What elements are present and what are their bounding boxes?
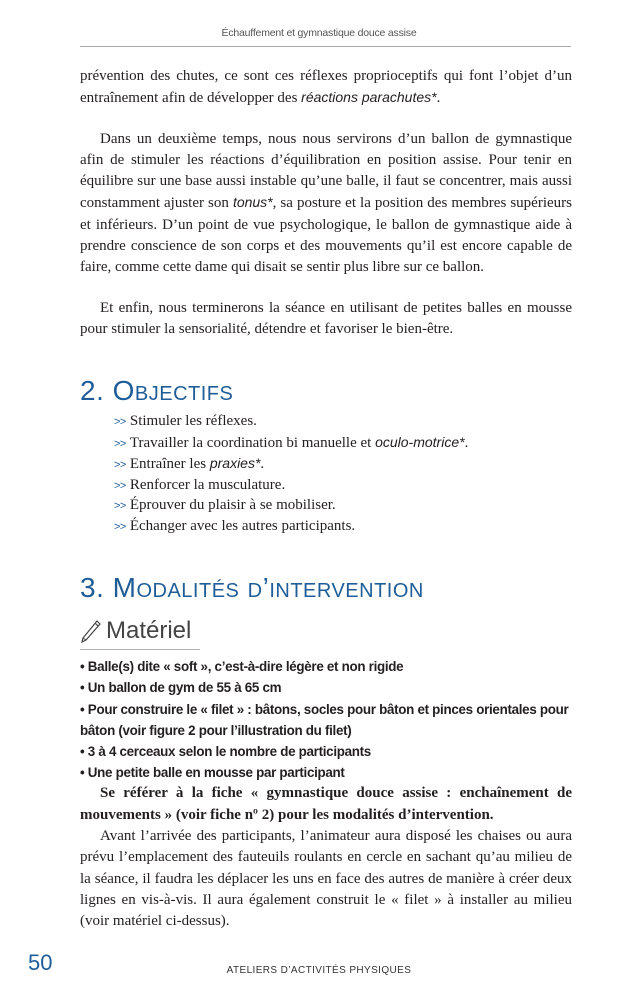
paragraph-2 <box>80 129 572 279</box>
list-item-end: . <box>260 456 265 473</box>
double-chevron-icon: >> <box>114 520 126 533</box>
paragraph-1-text: prévention des chutes, ce sont ces réflexes proprioceptifs qui font l’objet d’un entraînement afin de développer des <box>80 68 572 107</box>
list-item-end: . <box>464 434 469 451</box>
materiel-underline <box>80 649 200 650</box>
list-item <box>114 454 572 476</box>
list-item-text: Éprouver du plaisir à se mobiliser. <box>129 497 336 514</box>
double-chevron-icon: >> <box>114 416 126 429</box>
glossary-term: tonus* <box>232 194 273 211</box>
pencil-icon <box>80 618 102 644</box>
double-chevron-icon: >> <box>114 500 126 513</box>
glossary-term: praxies* <box>209 455 261 472</box>
list-item <box>114 433 572 455</box>
paragraph-1 <box>80 66 572 110</box>
list-item-text: Travailler la coordination bi manuelle et <box>129 434 376 451</box>
running-footer: ATELIERS D’ACTIVITÉS PHYSIQUES <box>226 965 412 976</box>
page-body <box>80 66 572 933</box>
section-2-title: 2. Objectifs <box>80 375 234 407</box>
list-item: • Un ballon de gym de 55 à 65 cm <box>80 680 282 696</box>
page-number: 50 <box>28 950 53 975</box>
reference-paragraph: Se référer à la fiche « gymnastique douce assise : enchaînement de mouvements » (voir fiche nº 2) pour les modalités d’intervention. <box>80 785 572 823</box>
glossary-term: oculo-motrice* <box>375 433 465 450</box>
objectives-list <box>114 412 572 537</box>
materials-list <box>80 656 572 783</box>
header-divider <box>80 46 571 47</box>
list-item-text: Stimuler les réflexes. <box>129 413 257 430</box>
list-item: • Pour construire le « filet » : bâtons, socles pour bâton et pinces orientales pour bâton (voir figure 2 pour l’illustration du filet) <box>80 701 569 738</box>
setup-paragraph: Avant l’arrivée des participants, l’animateur aura disposé les chaises ou aura prévu l’emplacement des fauteuils roulants en cercle en sachant qu’au milieu de la séance, il faudra les déplacer les uns en face des autres de manière à créer deux lignes en vis-à-vis. Il aura également construit le « filet » à installer au milieu (voir matériel ci-dessus). <box>80 828 572 930</box>
list-item: • 3 à 4 cerceaux selon le nombre de participants <box>80 744 371 760</box>
list-item <box>114 476 572 497</box>
double-chevron-icon: >> <box>114 479 126 492</box>
paragraph-2-end: , sa posture et la position des membres supérieurs et inférieurs. D’un point de vue psychologique, le ballon de gymnastique aide à prendre conscience de son corps et des mouvements qu’il est encore capable de faire, comme cette dame qui disait se sentir plus libre sur ce ballon. <box>80 195 572 276</box>
paragraph-1-end: . <box>436 90 441 107</box>
list-item-text: Échanger avec les autres participants. <box>129 517 356 534</box>
materiel-title: Matériel <box>106 617 192 645</box>
glossary-term: réactions parachutes* <box>301 89 437 106</box>
list-item: • Une petite balle en mousse par participant <box>80 765 345 781</box>
section-3-title: 3. Modalités d’intervention <box>80 572 424 604</box>
list-item: • Balle(s) dite « soft », c’est-à-dire légère et non rigide <box>80 659 404 675</box>
paragraph-3: Et enfin, nous terminerons la séance en utilisant de petites balles en mousse pour stimuler la sensorialité, détendre et favoriser le bien-être. <box>80 299 572 337</box>
list-item-text: Renforcer la musculature. <box>129 476 286 493</box>
list-item <box>114 412 572 433</box>
materiel-heading <box>80 615 572 647</box>
list-item <box>114 517 572 538</box>
list-item-text: Entraîner les <box>129 456 210 473</box>
list-item <box>114 496 572 517</box>
paragraph-2-text: Dans un deuxième temps, nous nous servirons d’un ballon de gymnastique afin de stimuler les réactions d’équilibration en position assise. Pour tenir en équilibre sur une base aussi instable qu’une balle, il faut se concentrer, mais aussi constamment ajuster son <box>80 130 572 212</box>
running-header: Échauffement et gymnastique douce assise <box>221 27 417 39</box>
double-chevron-icon: >> <box>114 437 126 450</box>
double-chevron-icon: >> <box>114 459 126 472</box>
